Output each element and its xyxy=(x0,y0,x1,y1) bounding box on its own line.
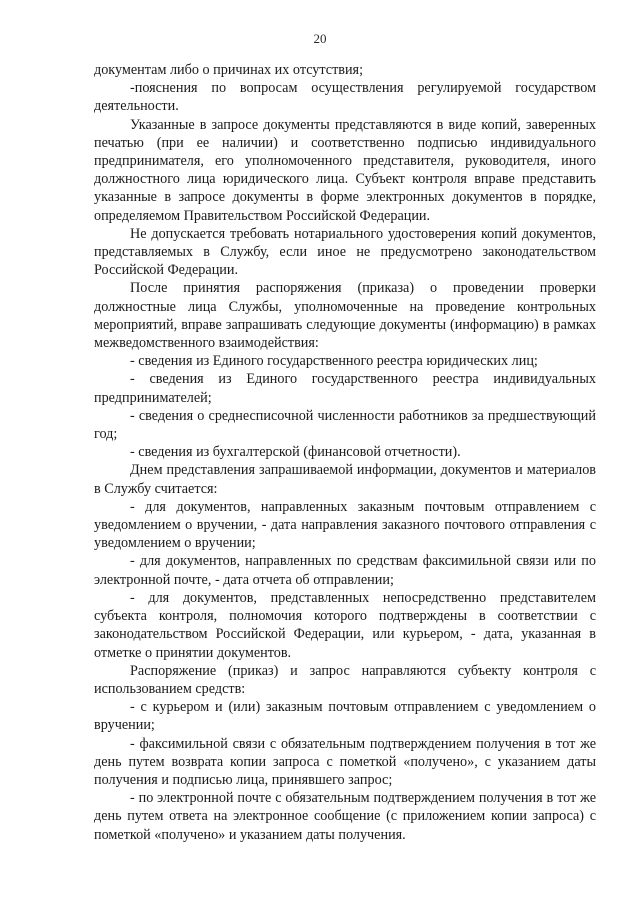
paragraph: После принятия распоряжения (приказа) о проведении проверки должностные лица Службы, уполномоченные на проведение контрольных мероприятий, вправе запрашивать следующие документы (информацию) в рамках межведомственного взаимодействия: xyxy=(94,280,596,352)
paragraph: - факсимильной связи с обязательным подтверждением получения в тот же день путем возврата копии запроса с пометкой «получено», с указанием даты получения и подписью лица, принявшего запрос; xyxy=(94,735,596,788)
paragraph: - сведения из бухгалтерской (финансовой отчетности). xyxy=(130,444,461,461)
paragraph: Распоряжение (приказ) и запрос направляются субъекту контроля с использованием средств: xyxy=(94,662,596,697)
paragraph: - с курьером и (или) заказным почтовым отправлением с уведомлением о вручении; xyxy=(94,699,596,734)
paragraph: - для документов, направленных по средствам факсимильной связи или по электронной почте, - дата отчета об отправлении; xyxy=(94,553,596,588)
paragraph: - сведения из Единого государственного реестра юридических лиц; xyxy=(130,353,538,370)
paragraph: Указанные в запросе документы представляются в виде копий, заверенных печатью (при ее наличии) и соответственно подписью индивидуального предпринимателя, его уполномоченного представителя, руководителя, иного должностного лица юридического лица. Субъект контроля вправе представить указанные в запросе документы в форме электронных документов в порядке, определяемом Правительством Российской Федерации. xyxy=(94,116,596,224)
paragraph: Днем представления запрашиваемой информации, документов и материалов в Службу считается: xyxy=(94,462,596,497)
paragraph: -пояснения по вопросам осуществления регулируемой государством деятельности. xyxy=(94,80,596,115)
page-number: 20 xyxy=(313,31,327,46)
paragraph: - сведения о среднесписочной численности работников за предшествующий год; xyxy=(94,407,596,443)
paragraph: - по электронной почте с обязательным подтверждением получения в тот же день путем ответа на электронное сообщение (с приложением копии запроса) с пометкой «получено» и указанием даты получения. xyxy=(94,790,596,843)
paragraph: - для документов, направленных заказным почтовым отправлением с уведомлением о вручении, - дата направления заказного почтового отправления с уведомлением о вручении; xyxy=(94,498,596,552)
paragraph: - для документов, представленных непосредственно представителем субъекта контроля, полномочия которого подтверждены в соответствии с законодательством Российской Федерации, или курьером, - дата, указанная в отметке о принятии документов. xyxy=(94,589,596,661)
paragraph: документам либо о причинах их отсутствия; xyxy=(94,62,364,78)
paragraph: - сведения из Единого государственного реестра индивидуальных предпринимателей; xyxy=(94,371,596,406)
document-body xyxy=(94,61,596,844)
paragraph: Не допускается требовать нотариального удостоверения копий документов, представляемых в Службу, если иное не предусмотрено законодательством Российской Федерации. xyxy=(94,225,596,279)
